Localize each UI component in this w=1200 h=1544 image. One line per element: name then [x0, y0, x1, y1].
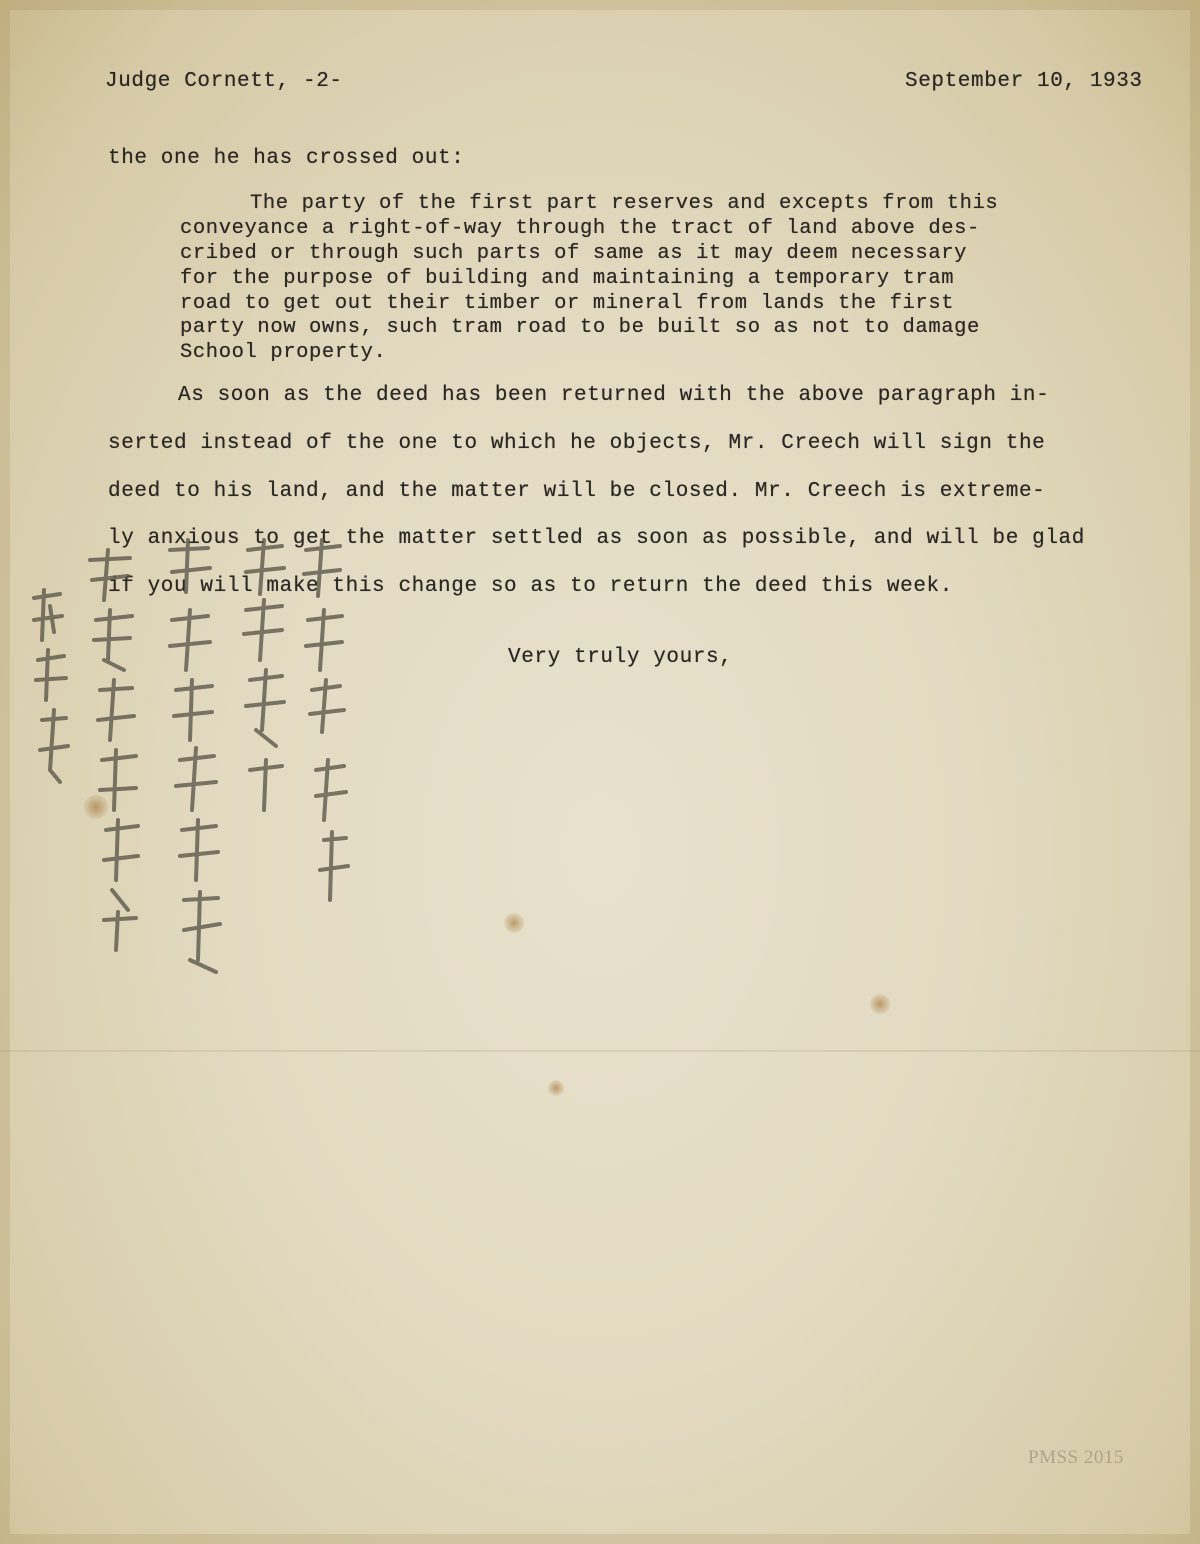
quoted-line: conveyance a right-of-way through the tract of land above des-: [180, 217, 980, 240]
quoted-line: for the purpose of building and maintaining a temporary tram: [180, 267, 955, 290]
body-line: As soon as the deed has been returned with the above paragraph in-: [178, 384, 1050, 407]
body-line: deed to his land, and the matter will be closed. Mr. Creech is extreme-: [108, 480, 1046, 503]
recipient-page-header: Judge Cornett, -2-: [105, 70, 343, 93]
intro-line: the one he has crossed out:: [108, 147, 465, 170]
handwritten-chinese-annotation: [20, 520, 360, 1000]
foxing-stain: [504, 913, 524, 933]
quoted-line: The party of the first part reserves and excepts from this: [250, 192, 999, 215]
letter-date: September 10, 1933: [905, 70, 1143, 93]
foxing-stain: [548, 1080, 564, 1096]
body-line: serted instead of the one to which he objects, Mr. Creech will sign the: [108, 432, 1046, 455]
quoted-line: School property.: [180, 341, 387, 364]
archive-watermark: PMSS 2015: [1028, 1447, 1124, 1468]
quoted-line: road to get out their timber or mineral from lands the first: [180, 292, 955, 315]
body-line: if you will make this change so as to return the deed this week.: [108, 575, 953, 598]
quoted-line: cribed or through such parts of same as it may deem necessary: [180, 242, 968, 265]
closing-salutation: Very truly yours,: [508, 646, 733, 669]
body-line: ly anxious to get the matter settled as soon as possible, and will be glad: [108, 527, 1085, 550]
quoted-line: party now owns, such tram road to be built so as not to damage: [180, 316, 980, 339]
fold-crease: [0, 1050, 1200, 1052]
foxing-stain: [870, 994, 890, 1014]
